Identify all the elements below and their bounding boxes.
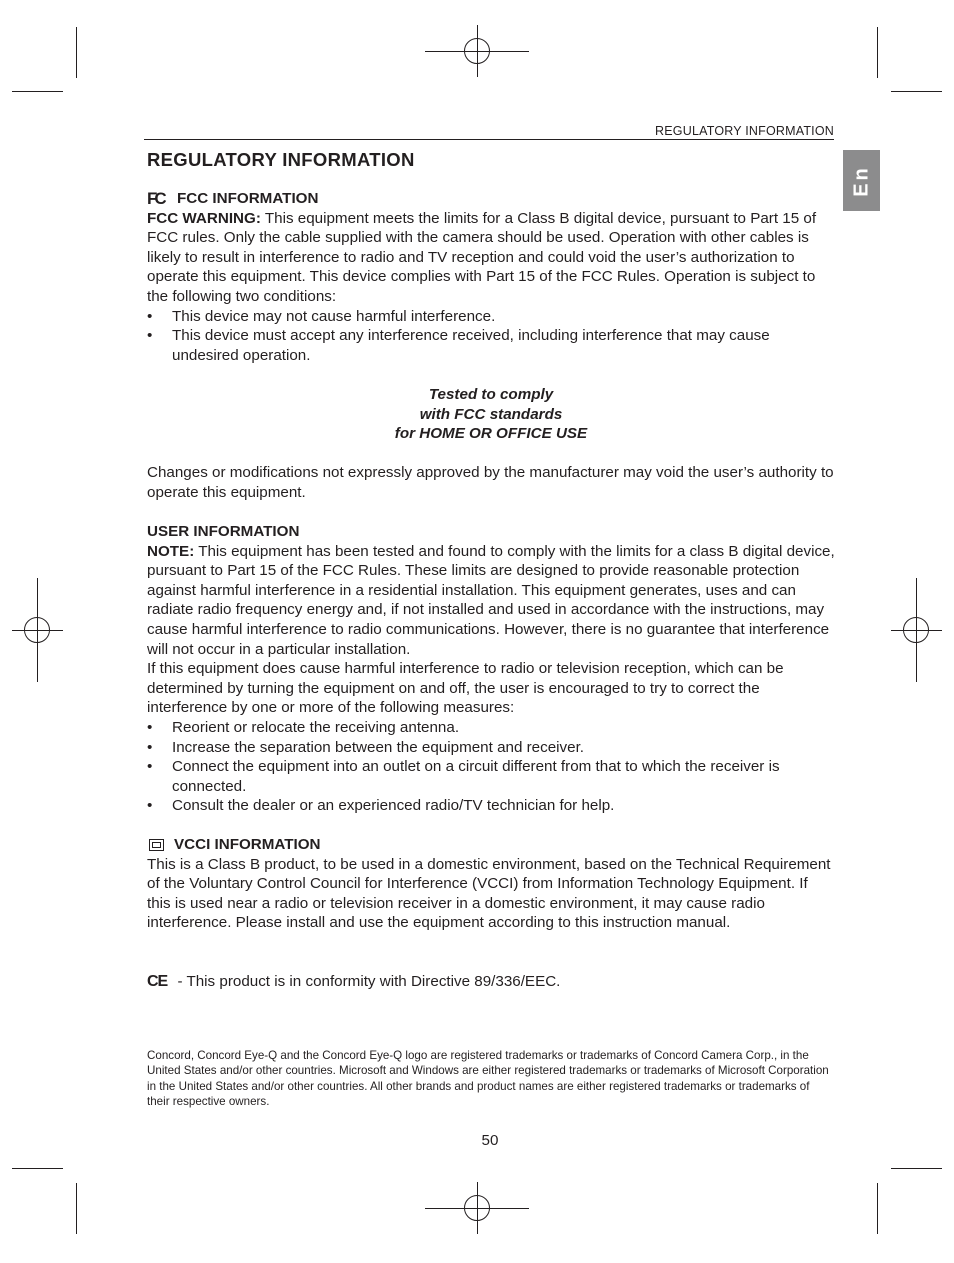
fcc-changes-paragraph [147,463,835,502]
running-head: REGULATORY INFORMATION [655,124,834,138]
list-item: • Reorient or relocate the receiving antenna. [147,718,835,738]
fcc-warning-label: FCC WARNING: [147,209,261,227]
user-info-paragraph-2: If this equipment does cause harmful interference to radio or television reception, which can be determined by turning the equipment on and off, the user is encouraged to try to correct the interference by one or more of the following measures: [147,660,784,717]
language-tab-label: En [850,164,872,197]
trademark-footnote: Concord, Concord Eye-Q and the Concord Eye-Q logo are registered trademarks or trademarks of Concord Camera Corp., in the United States and/or other countries. Microsoft and Windows are either registered trademarks or trademarks of Microsoft Corporation in the United States and/or other countries. All other brands and product names are either registered trademarks or trademarks of their respective owners. [147,1049,829,1108]
user-info-section [147,522,835,816]
ce-mark-icon: CE [147,973,168,990]
vcci-section [147,835,835,933]
fcc-heading-label: FCC INFORMATION [177,190,319,207]
fcc-warning-paragraph [147,209,835,307]
list-item: • This device must accept any interference received, including interference that may cause undesired operation. [147,326,835,365]
fcc-heading [147,189,835,209]
vcci-text: This is a Class B product, to be used in a domestic environment, based on the Technical Requirement of the Voluntary Control Council for Interference (VCCI) from Information Technology Equipment. If this is used near a radio or television receiver in a domestic environment, it may cause radio interference. Please install and use the equipment according to this instruction manual. [147,855,831,932]
list-item: • This device may not cause harmful interference. [147,307,835,327]
tested-line: for HOME OR OFFICE USE [394,425,588,443]
ce-statement [147,972,835,992]
measures-list [147,718,835,816]
page-number: 50 [481,1132,499,1149]
fcc-tested-statement [147,385,835,444]
list-item: • Increase the separation between the equipment and receiver. [147,738,835,758]
language-tab [843,150,880,211]
fcc-conditions-list [147,307,835,366]
tested-line: Tested to comply [428,386,554,403]
user-info-note-paragraph [147,542,835,660]
vcci-heading-label: VCCI INFORMATION [174,836,321,853]
page-title: REGULATORY INFORMATION [147,149,415,170]
fcc-changes-text: Changes or modifications not expressly approved by the manufacturer may void the user’s authority to operate this equipment. [147,464,834,501]
vcci-logo-icon [149,839,164,851]
tested-line: with FCC standards [419,405,563,423]
note-label: NOTE: [147,542,195,560]
fcc-logo-icon: FC [147,189,164,209]
vcci-heading [147,835,835,855]
header-rule [144,139,834,140]
fcc-warning-text: This equipment meets the limits for a Class B digital device, pursuant to Part 15 of FCC rules. Only the cable supplied with the camera should be used. Operation with other cables is likely to result in interference to radio and TV reception and could void the user’s authorization to operate this equipment. This device complies with Part 15 of the FCC Rules. Operation is subject to the following two conditions: [147,209,817,305]
list-item: • Consult the dealer or an experienced radio/TV technician for help. [147,796,835,816]
fcc-section [147,189,835,365]
note-text: This equipment has been tested and found to comply with the limits for a class B digital device, pursuant to Part 15 of the FCC Rules. These limits are designed to provide reasonable protection against harmful interference in a residential installation. This equipment generates, uses and can radiate radio frequency energy and, if not installed and used in accordance with the instructions, may cause harmful interference to radio communications. However, there is no guarantee that interference will not occur in a particular installation. [147,542,835,658]
user-info-heading: USER INFORMATION [147,523,300,540]
ce-text: - This product is in conformity with Directive 89/336/EEC. [173,973,561,990]
list-item: • Connect the equipment into an outlet on a circuit different from that to which the receiver is connected. [147,757,835,796]
